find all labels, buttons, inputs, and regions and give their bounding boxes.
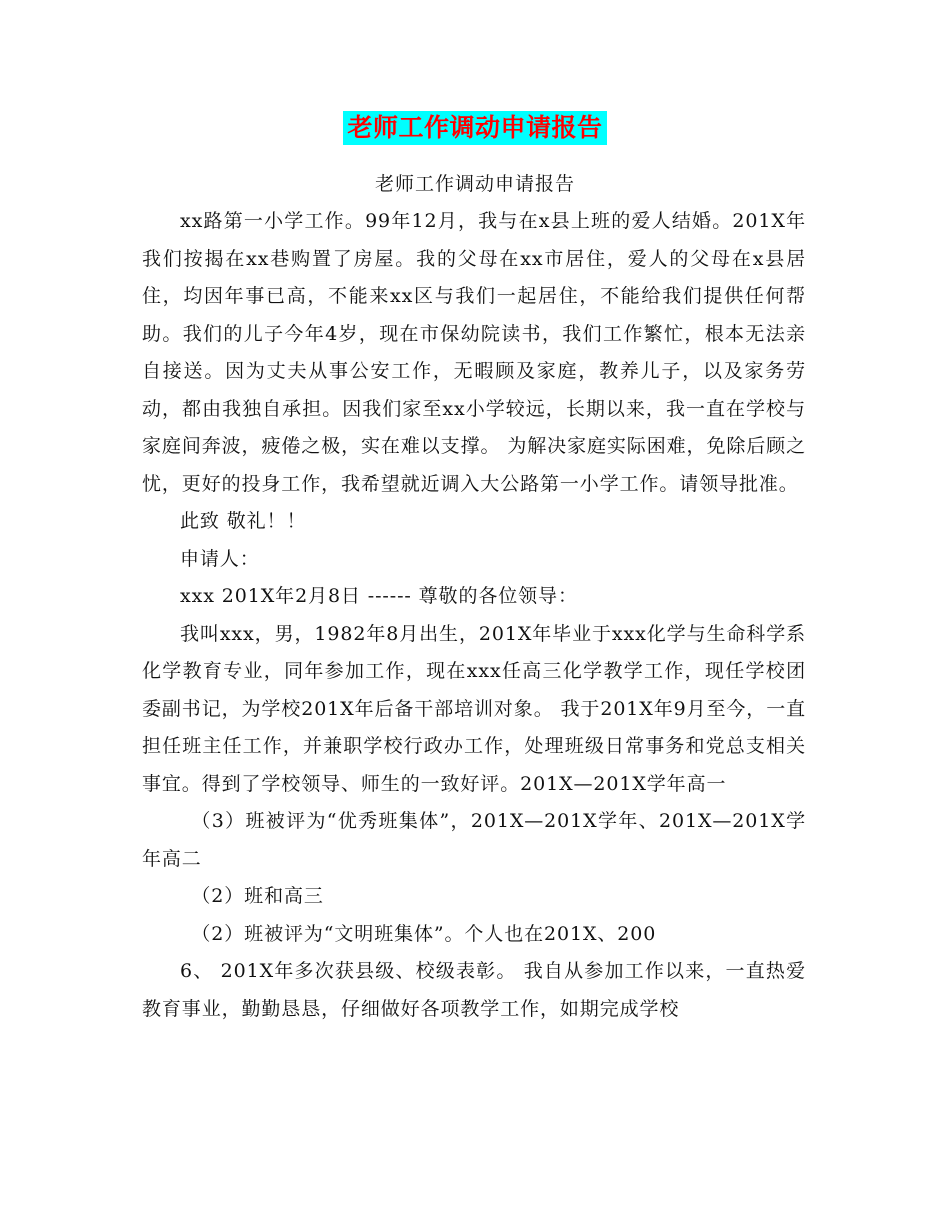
paragraph-salutation: 此致 敬礼！！	[180, 510, 307, 532]
document-title: 老师工作调动申请报告	[343, 111, 606, 145]
paragraph-class-award-1: （3）班被评为“优秀班集体”，201X—201X学年、201X—201X学年高二	[142, 810, 806, 870]
document-subtitle: 老师工作调动申请报告	[374, 173, 575, 195]
paragraph-class-award-3: （2）班被评为“文明班集体”。个人也在201X、200	[191, 922, 657, 945]
paragraph-self-introduction: 我叫xxx，男，1982年8月出生，201X年毕业于xxx化学与生命科学系化学教育专业，同年参加工作，现在xxx任高三化学教学工作，现任学校团委副书记，为学校201X年后备干部培训对象。 我于201X年9月至今，一直担任班主任工作，并兼职学校行政办工作，处理班级日常事务和党总支相关事宜。得到了学校领导、师生的一致好评。201X—201X学年高一	[142, 622, 807, 795]
document-body	[142, 203, 806, 1028]
paragraph-date-greeting: xxx 201X年2月8日 ------ 尊敬的各位领导：	[180, 585, 578, 607]
paragraph-class-award-2: （2）班和高三	[191, 885, 324, 907]
title-container	[0, 111, 950, 145]
paragraph-applicant: 申请人：	[180, 547, 260, 570]
paragraph-family-situation: xx路第一小学工作。99年12月，我与在x县上班的爱人结婚。201X年我们按揭在xx巷购置了房屋。我的父母在xx市居住，爱人的父母在x县居住，均因年事已高，不能来xx区与我们一起居住，不能给我们提供任何帮助。我们的儿子今年4岁，现在市保幼院读书，我们工作繁忙，根本无法亲自接送。因为丈夫从事公安工作，无暇顾及家庭，教养儿子，以及家务劳动，都由我独自承担。因我们家至xx小学较远，长期以来，我一直在学校与家庭间奔波，疲倦之极，实在难以支撑。 为解决家庭实际困难，免除后顾之忧，更好的投身工作，我希望就近调入大公路第一小学工作。请领导批准。	[142, 210, 806, 495]
paragraph-commendations: 6、 201X年多次获县级、校级表彰。 我自从参加工作以来，一直热爱教育事业，勤勤恳恳，仔细做好各项教学工作，如期完成学校	[142, 960, 806, 1020]
